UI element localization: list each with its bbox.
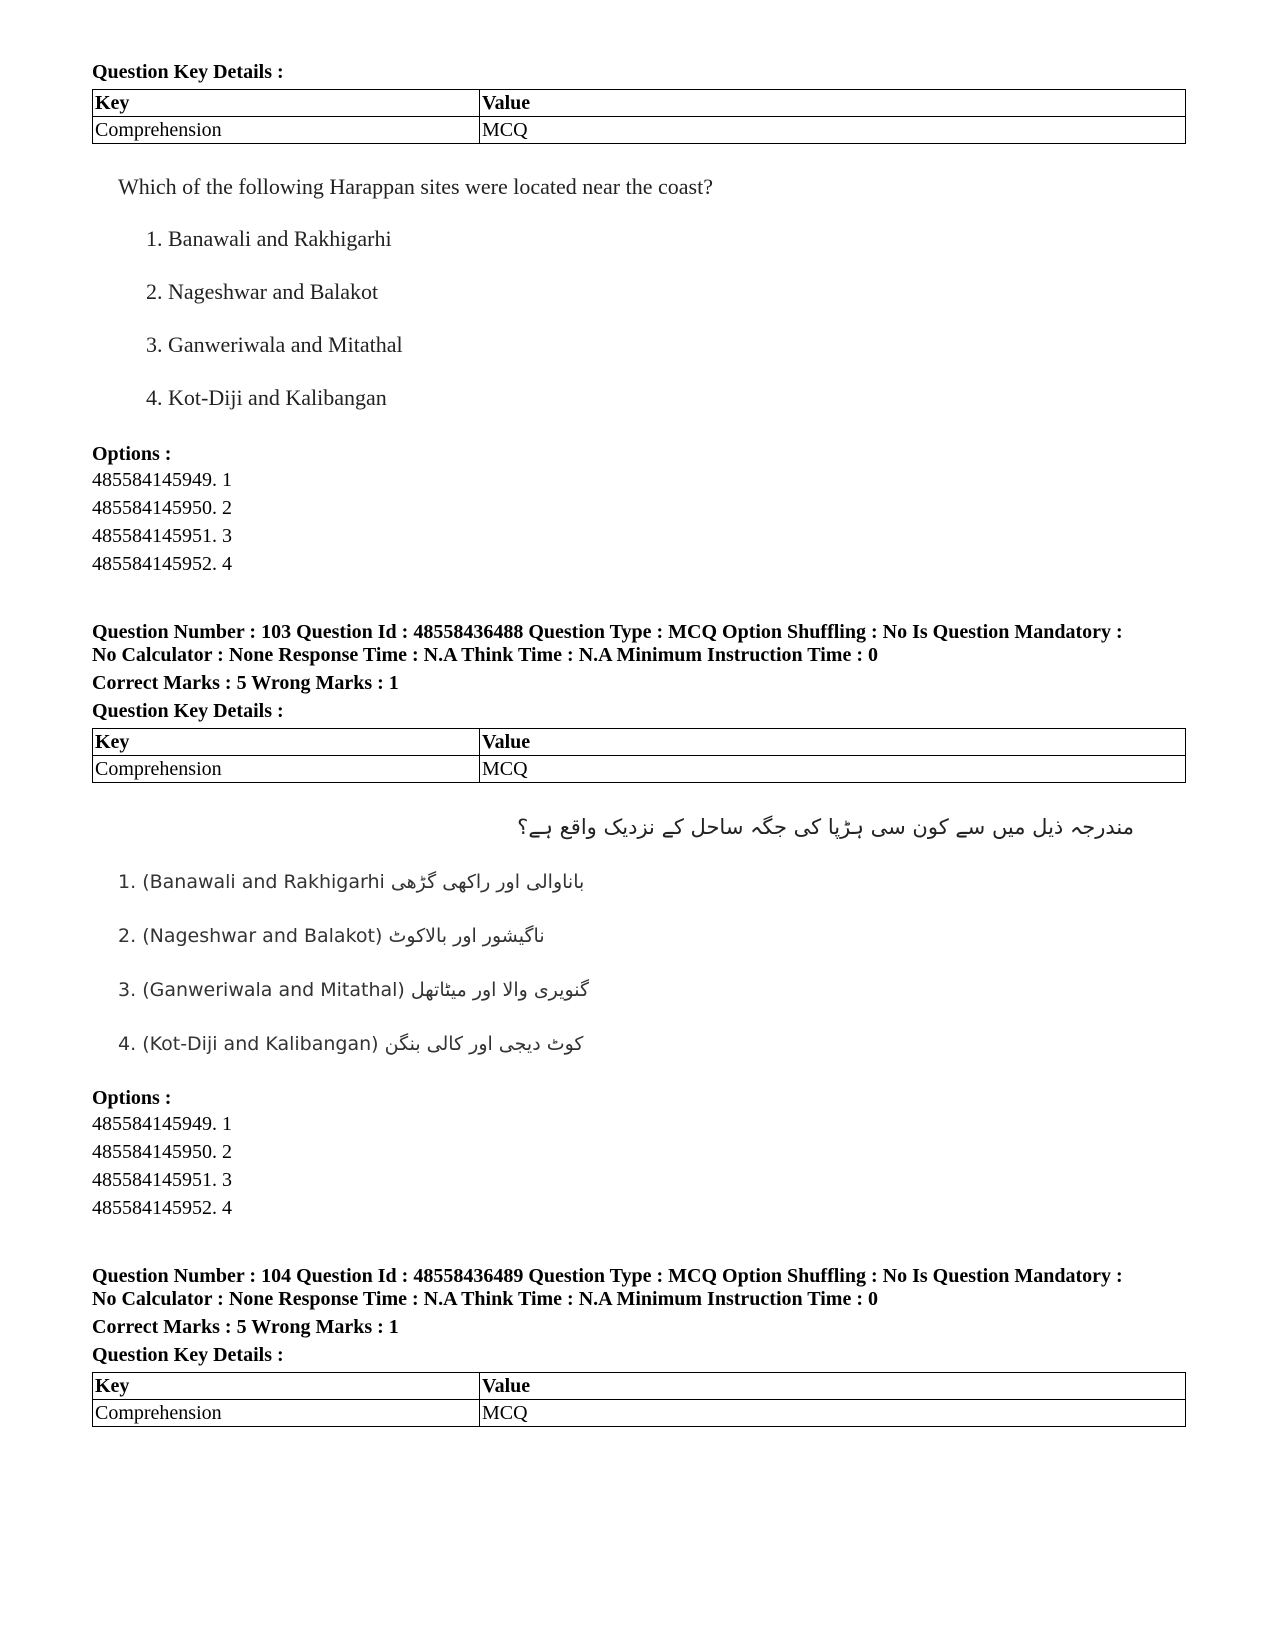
question-key-details-label: Question Key Details : xyxy=(92,61,284,83)
question-text-urdu: مندرجہ ذیل میں سے کون سی ہڑپا کی جگہ ساحل کے نزدیک واقع ہے؟ xyxy=(517,815,1134,839)
choice-english: (Nageshwar and Balakot) xyxy=(142,925,383,947)
option-item: 485584145949. 1 xyxy=(92,469,232,491)
choice-item xyxy=(118,1033,583,1055)
choice-number: 3. xyxy=(118,979,137,1001)
choice-item: 4. Kot-Diji and Kalibangan xyxy=(146,385,387,410)
option-item: 485584145951. 3 xyxy=(92,525,232,547)
question-header-line2: No Calculator : None Response Time : N.A Think Time : N.A Minimum Instruction Time : 0 xyxy=(92,1288,878,1310)
option-item: 485584145950. 2 xyxy=(92,1141,232,1163)
table-cell-value: MCQ xyxy=(480,756,1186,783)
table-cell-key: Comprehension xyxy=(93,117,480,144)
question-key-table xyxy=(92,89,1186,144)
table-header-key: Key xyxy=(93,90,480,117)
option-item: 485584145952. 4 xyxy=(92,1197,232,1219)
question-header-line1: Question Number : 104 Question Id : 48558436489 Question Type : MCQ Option Shuffling : No Is Question Mandatory : xyxy=(92,1265,1123,1287)
options-list xyxy=(92,466,232,578)
table-row xyxy=(93,1373,1186,1400)
choice-item: 2. Nageshwar and Balakot xyxy=(146,279,379,304)
choice-number: 4. xyxy=(118,1033,137,1055)
choice-item xyxy=(118,979,589,1001)
table-header-value: Value xyxy=(480,90,1186,117)
option-item: 485584145951. 3 xyxy=(92,1169,232,1191)
table-row xyxy=(93,729,1186,756)
table-cell-key: Comprehension xyxy=(93,1400,480,1427)
options-list xyxy=(92,1110,232,1222)
choice-item: 3. Ganweriwala and Mitathal xyxy=(146,332,403,357)
options-label: Options : xyxy=(92,1087,172,1109)
table-header-value: Value xyxy=(480,729,1186,756)
question-key-details-label: Question Key Details : xyxy=(92,1344,284,1366)
choice-english: (Kot-Diji and Kalibangan) xyxy=(142,1033,379,1055)
choice-urdu: باناوالی اور راکھی گڑھی xyxy=(390,871,585,893)
choice-number: 1. xyxy=(118,871,137,893)
option-item: 485584145949. 1 xyxy=(92,1113,232,1135)
options-label: Options : xyxy=(92,443,172,465)
marks-line: Correct Marks : 5 Wrong Marks : 1 xyxy=(92,1316,399,1338)
choice-item xyxy=(118,871,584,893)
question-header-line2: No Calculator : None Response Time : N.A Think Time : N.A Minimum Instruction Time : 0 xyxy=(92,644,878,666)
question-key-table xyxy=(92,728,1186,783)
table-header-key: Key xyxy=(93,1373,480,1400)
marks-line: Correct Marks : 5 Wrong Marks : 1 xyxy=(92,672,399,694)
question-text: Which of the following Harappan sites were located near the coast? xyxy=(118,174,713,199)
choice-number: 2. xyxy=(118,925,137,947)
table-row xyxy=(93,117,1186,144)
table-row xyxy=(93,1400,1186,1427)
table-cell-key: Comprehension xyxy=(93,756,480,783)
choice-urdu: گنویری والا اور میٹاتھل xyxy=(410,979,590,1001)
option-item: 485584145952. 4 xyxy=(92,553,232,575)
table-row xyxy=(93,756,1186,783)
choice-english: (Banawali and Rakhigarhi xyxy=(142,871,385,893)
question-key-details-label: Question Key Details : xyxy=(92,700,284,722)
table-cell-value: MCQ xyxy=(480,1400,1186,1427)
table-header-value: Value xyxy=(480,1373,1186,1400)
table-row xyxy=(93,90,1186,117)
table-header-key: Key xyxy=(93,729,480,756)
question-key-table xyxy=(92,1372,1186,1427)
choice-item xyxy=(118,925,545,947)
choice-item: 1. Banawali and Rakhigarhi xyxy=(146,226,392,251)
table-cell-value: MCQ xyxy=(480,117,1186,144)
choice-urdu: ناگیشور اور بالاکوٹ xyxy=(388,925,545,947)
choice-urdu: کوٹ دیجی اور کالی بنگن xyxy=(384,1033,584,1055)
choice-english: (Ganweriwala and Mitathal) xyxy=(142,979,405,1001)
question-header-line1: Question Number : 103 Question Id : 48558436488 Question Type : MCQ Option Shuffling : No Is Question Mandatory : xyxy=(92,621,1123,643)
option-item: 485584145950. 2 xyxy=(92,497,232,519)
